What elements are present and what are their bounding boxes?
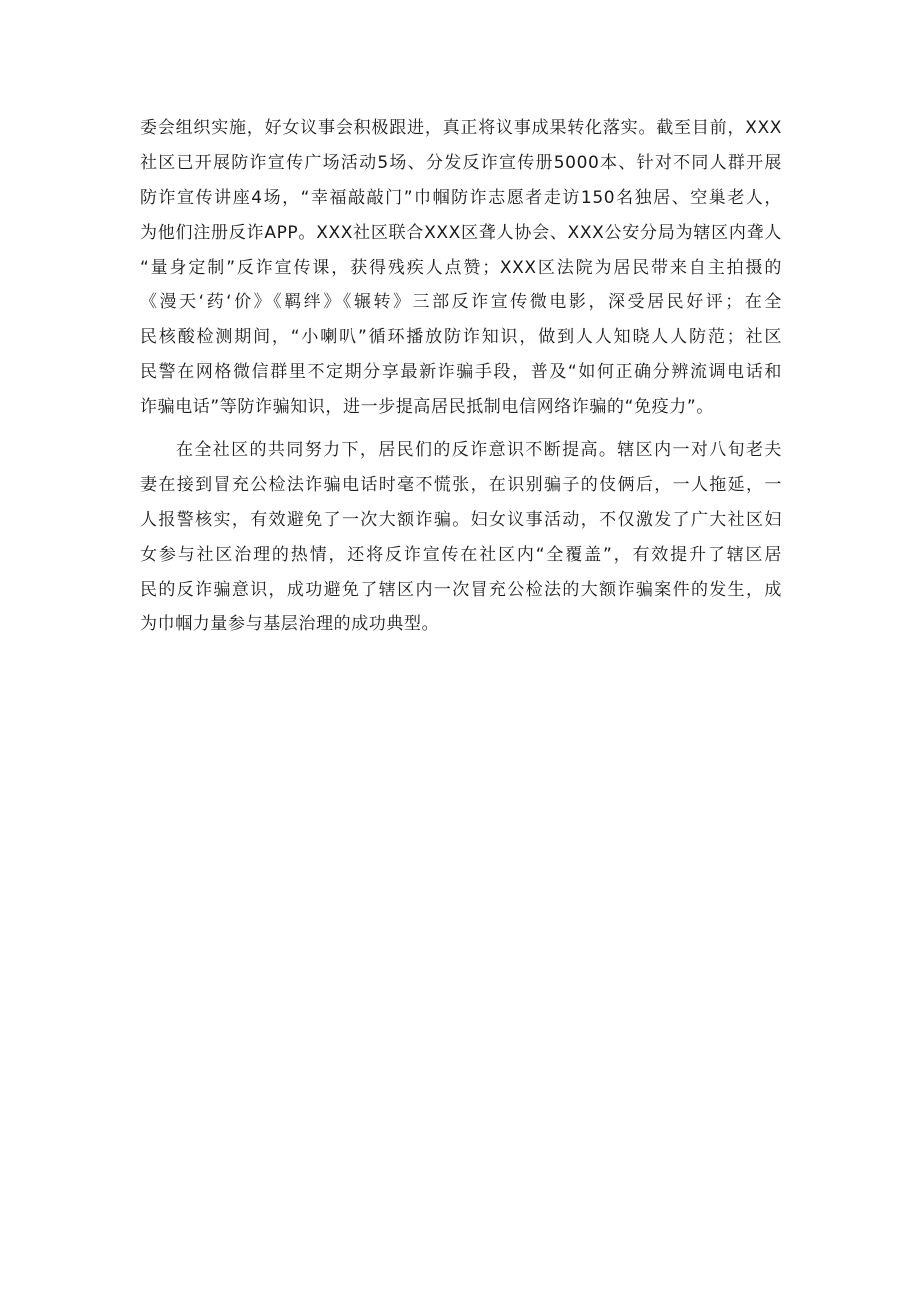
text-line: 为他们注册反诈APP。XXX社区联合XXX区聋人协会、XXX公安分局为辖区内聋人 — [140, 222, 782, 243]
paragraph-2 — [140, 440, 782, 634]
text-line: 委会组织实施，好女议事会积极跟进，真正将议事成果转化落实。截至目前，XXX — [140, 118, 782, 138]
text-line: 社区已开展防诈宣传广场活动5场、分发反诈宣传册5000本、针对不同人群开展 — [140, 152, 782, 173]
text-line: 民核酸检测期间，“小喇叭”循环播放防诈知识，做到人人知晓人人防范；社区 — [140, 327, 782, 348]
paragraph-spacer — [140, 432, 782, 440]
document-body — [140, 118, 782, 649]
text-line: 民的反诈骗意识，成功避免了辖区内一次冒充公检法的大额诈骗案件的发生，成 — [140, 579, 782, 600]
text-line: 诈骗电话”等防诈骗知识，进一步提高居民抵制电信网络诈骗的“免疫力”。 — [140, 397, 714, 418]
text-line: 妻在接到冒充公检法诈骗电话时毫不慌张，在识别骗子的伎俩后，一人拖延，一 — [140, 474, 782, 495]
text-line: 女参与社区治理的热情，还将反诈宣传在社区内“全覆盖”，有效提升了辖区居 — [140, 544, 782, 565]
text-line: 为巾帼力量参与基层治理的成功典型。 — [140, 614, 440, 635]
text-line: 《漫天‘药‘价》《羁绊》《辗转》三部反诈宣传微电影，深受居民好评；在全 — [140, 292, 782, 313]
text-line: “量身定制”反诈宣传课，获得残疾人点赞；XXX区法院为居民带来自主拍摄的 — [140, 257, 782, 278]
paragraph-1 — [140, 118, 782, 417]
text-line: 民警在网格微信群里不定期分享最新诈骗手段，普及“如何正确分辨流调电话和 — [140, 362, 782, 383]
text-line: 防诈宣传讲座4场，“幸福敲敲门”巾帼防诈志愿者走访150名独居、空巢老人， — [140, 187, 782, 208]
text-line: 在全社区的共同努力下，居民们的反诈意识不断提高。辖区内一对八旬老夫 — [176, 440, 782, 461]
text-line: 人报警核实，有效避免了一次大额诈骗。妇女议事活动，不仅激发了广大社区妇 — [140, 509, 782, 530]
